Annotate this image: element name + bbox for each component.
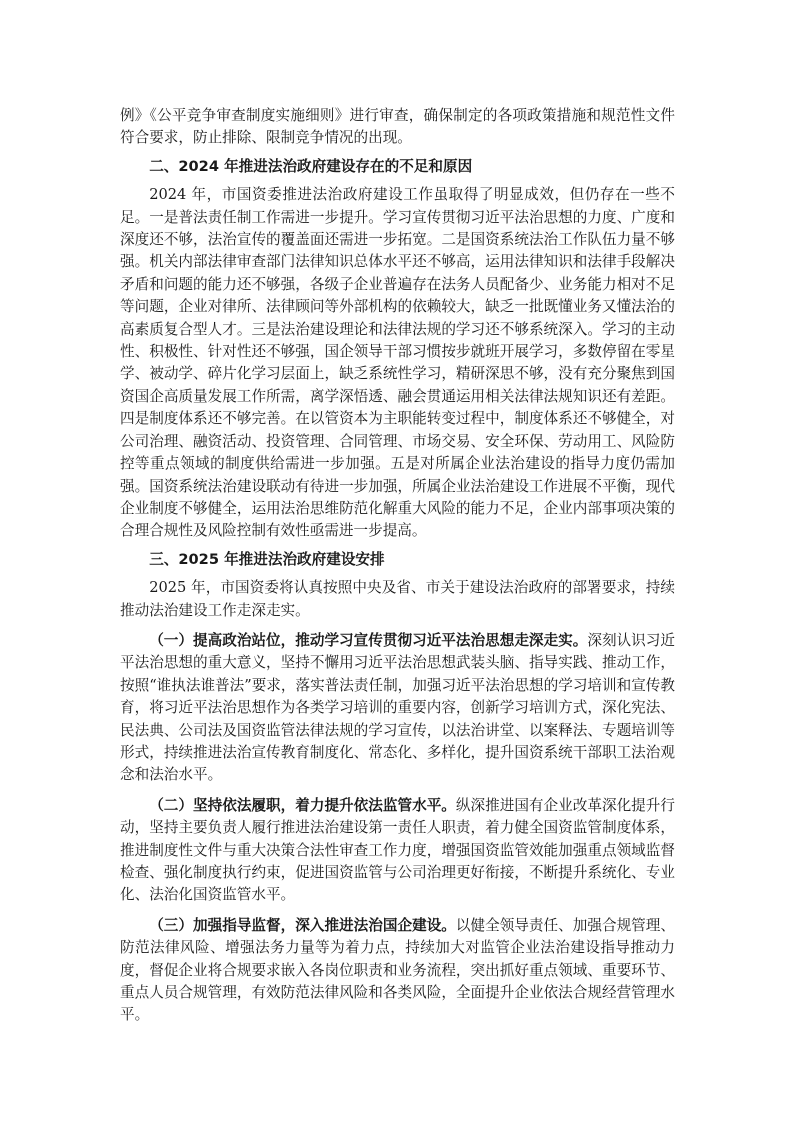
subsection-1-title: （一）提高政治站位，推动学习宣传贯彻习近平法治思想走深走实。 (149, 631, 588, 649)
paragraph-continued: 例》《公平竞争审查制度实施细则》进行审查，确保制定的各项政策措施和规范性文件符合要求，防止排除、限制竞争情况的出现。 (120, 107, 675, 147)
subsection-3-body: 以健全领导责任、加强合规管理、防范法律风险、增强法务力量等为着力点，持续加大对监管企业法治建设指导推动力度，督促企业将合规要求嵌入各岗位职责和业务流程，突出抓好重点领域、重要环节、重点人员合规管理，有效防范法律风险和各类风险，全面提升企业依法合规经营管理水平。 (120, 916, 675, 1024)
paragraph-shortcomings: 2024 年，市国资委推进法治政府建设工作虽取得了明显成效，但仍存在一些不足。一是普法责任制工作需进一步提升。学习宣传贯彻习近平法治思想的力度、广度和深度还不够，法治宣传的覆盖面还需进一步拓宽。二是国资系统法治工作队伍力量不够强。机关内部法律审查部门法律知识总体水平还不够高，运用法律知识和法律手段解决矛盾和问题的能力还不够强，各级子企业普遍存在法务人员配备少、业务能力相对不足等问题，企业对律所、法律顾问等外部机构的依赖较大，缺乏一批既懂业务又懂法治的高素质复合型人才。三是法治建设理论和法律法规的学习还不够系统深入。学习的主动性、积极性、针对性还不够强，国企领导干部习惯按步就班开展学习，多数停留在零星学、被动学、碎片化学习层面上，缺乏系统性学习，精研深思不够，没有充分聚焦到国资国企高质量发展工作所需，离学深悟透、融会贯通运用相关法律法规知识还有差距。四是制度体系还不够完善。在以管资本为主职能转变过程中，制度体系还不够健全，对公司治理、融资活动、投资管理、合同管理、市场交易、安全环保、劳动用工、风险防控等重点领域的制度供给需进一步加强。五是对所属企业法治建设的指导力度仍需加强。国资系统法治建设联动有待进一步加强，所属企业法治建设工作进展不平衡，现代企业制度不够健全，运用法治思维防范化解重大风险的能力不足，企业内部事项决策的合理合规性及风险控制有效性亟需进一步提高。 (120, 186, 675, 540)
subsection-3 (120, 915, 675, 1027)
subsection-1 (120, 630, 675, 787)
subsection-3-title: （三）加强指导监督，深入推进法治国企建设。 (149, 916, 456, 934)
subsection-2-title: （二）坚持依法履职，着力提升依法监管水平。 (149, 796, 456, 814)
section-heading-2: 二、2024 年推进法治政府建设存在的不足和原因 (149, 157, 473, 175)
paragraph-plan-intro: 2025 年，市国资委将认真按照中央及省、市关于建设法治政府的部署要求，持续推动法治建设工作走深走实。 (120, 579, 675, 619)
subsection-2 (120, 795, 675, 907)
subsection-2-body: 纵深推进国有企业改革深化提升行动，坚持主要负责人履行推进法治建设第一责任人职责，着力健全国资监管制度体系，推进制度性文件与重大决策合法性审查工作力度，增强国资监管效能加强重点领域监督检查、强化制度执行约束，促进国资监管与公司治理更好衔接，不断提升系统化、专业化、法治化国资监管水平。 (120, 796, 675, 904)
section-heading-3: 三、2025 年推进法治政府建设安排 (149, 550, 385, 568)
document-page (120, 105, 675, 1027)
subsection-1-body: 深刻认识习近平法治思想的重大意义，坚持不懈用习近平法治思想武装头脑、指导实践、推动工作，按照“谁执法谁普法”要求，落实普法责任制，加强习近平法治思想的学习培训和宣传教育，将习近平法治思想作为各类学习培训的重要内容，创新学习培训方式，深化宪法、民法典、公司法及国资监管法律法规的学习宣传，以法治讲堂、以案释法、专题培训等形式，持续推进法治宣传教育制度化、常态化、多样化，提升国资系统干部职工法治观念和法治水平。 (120, 631, 675, 784)
